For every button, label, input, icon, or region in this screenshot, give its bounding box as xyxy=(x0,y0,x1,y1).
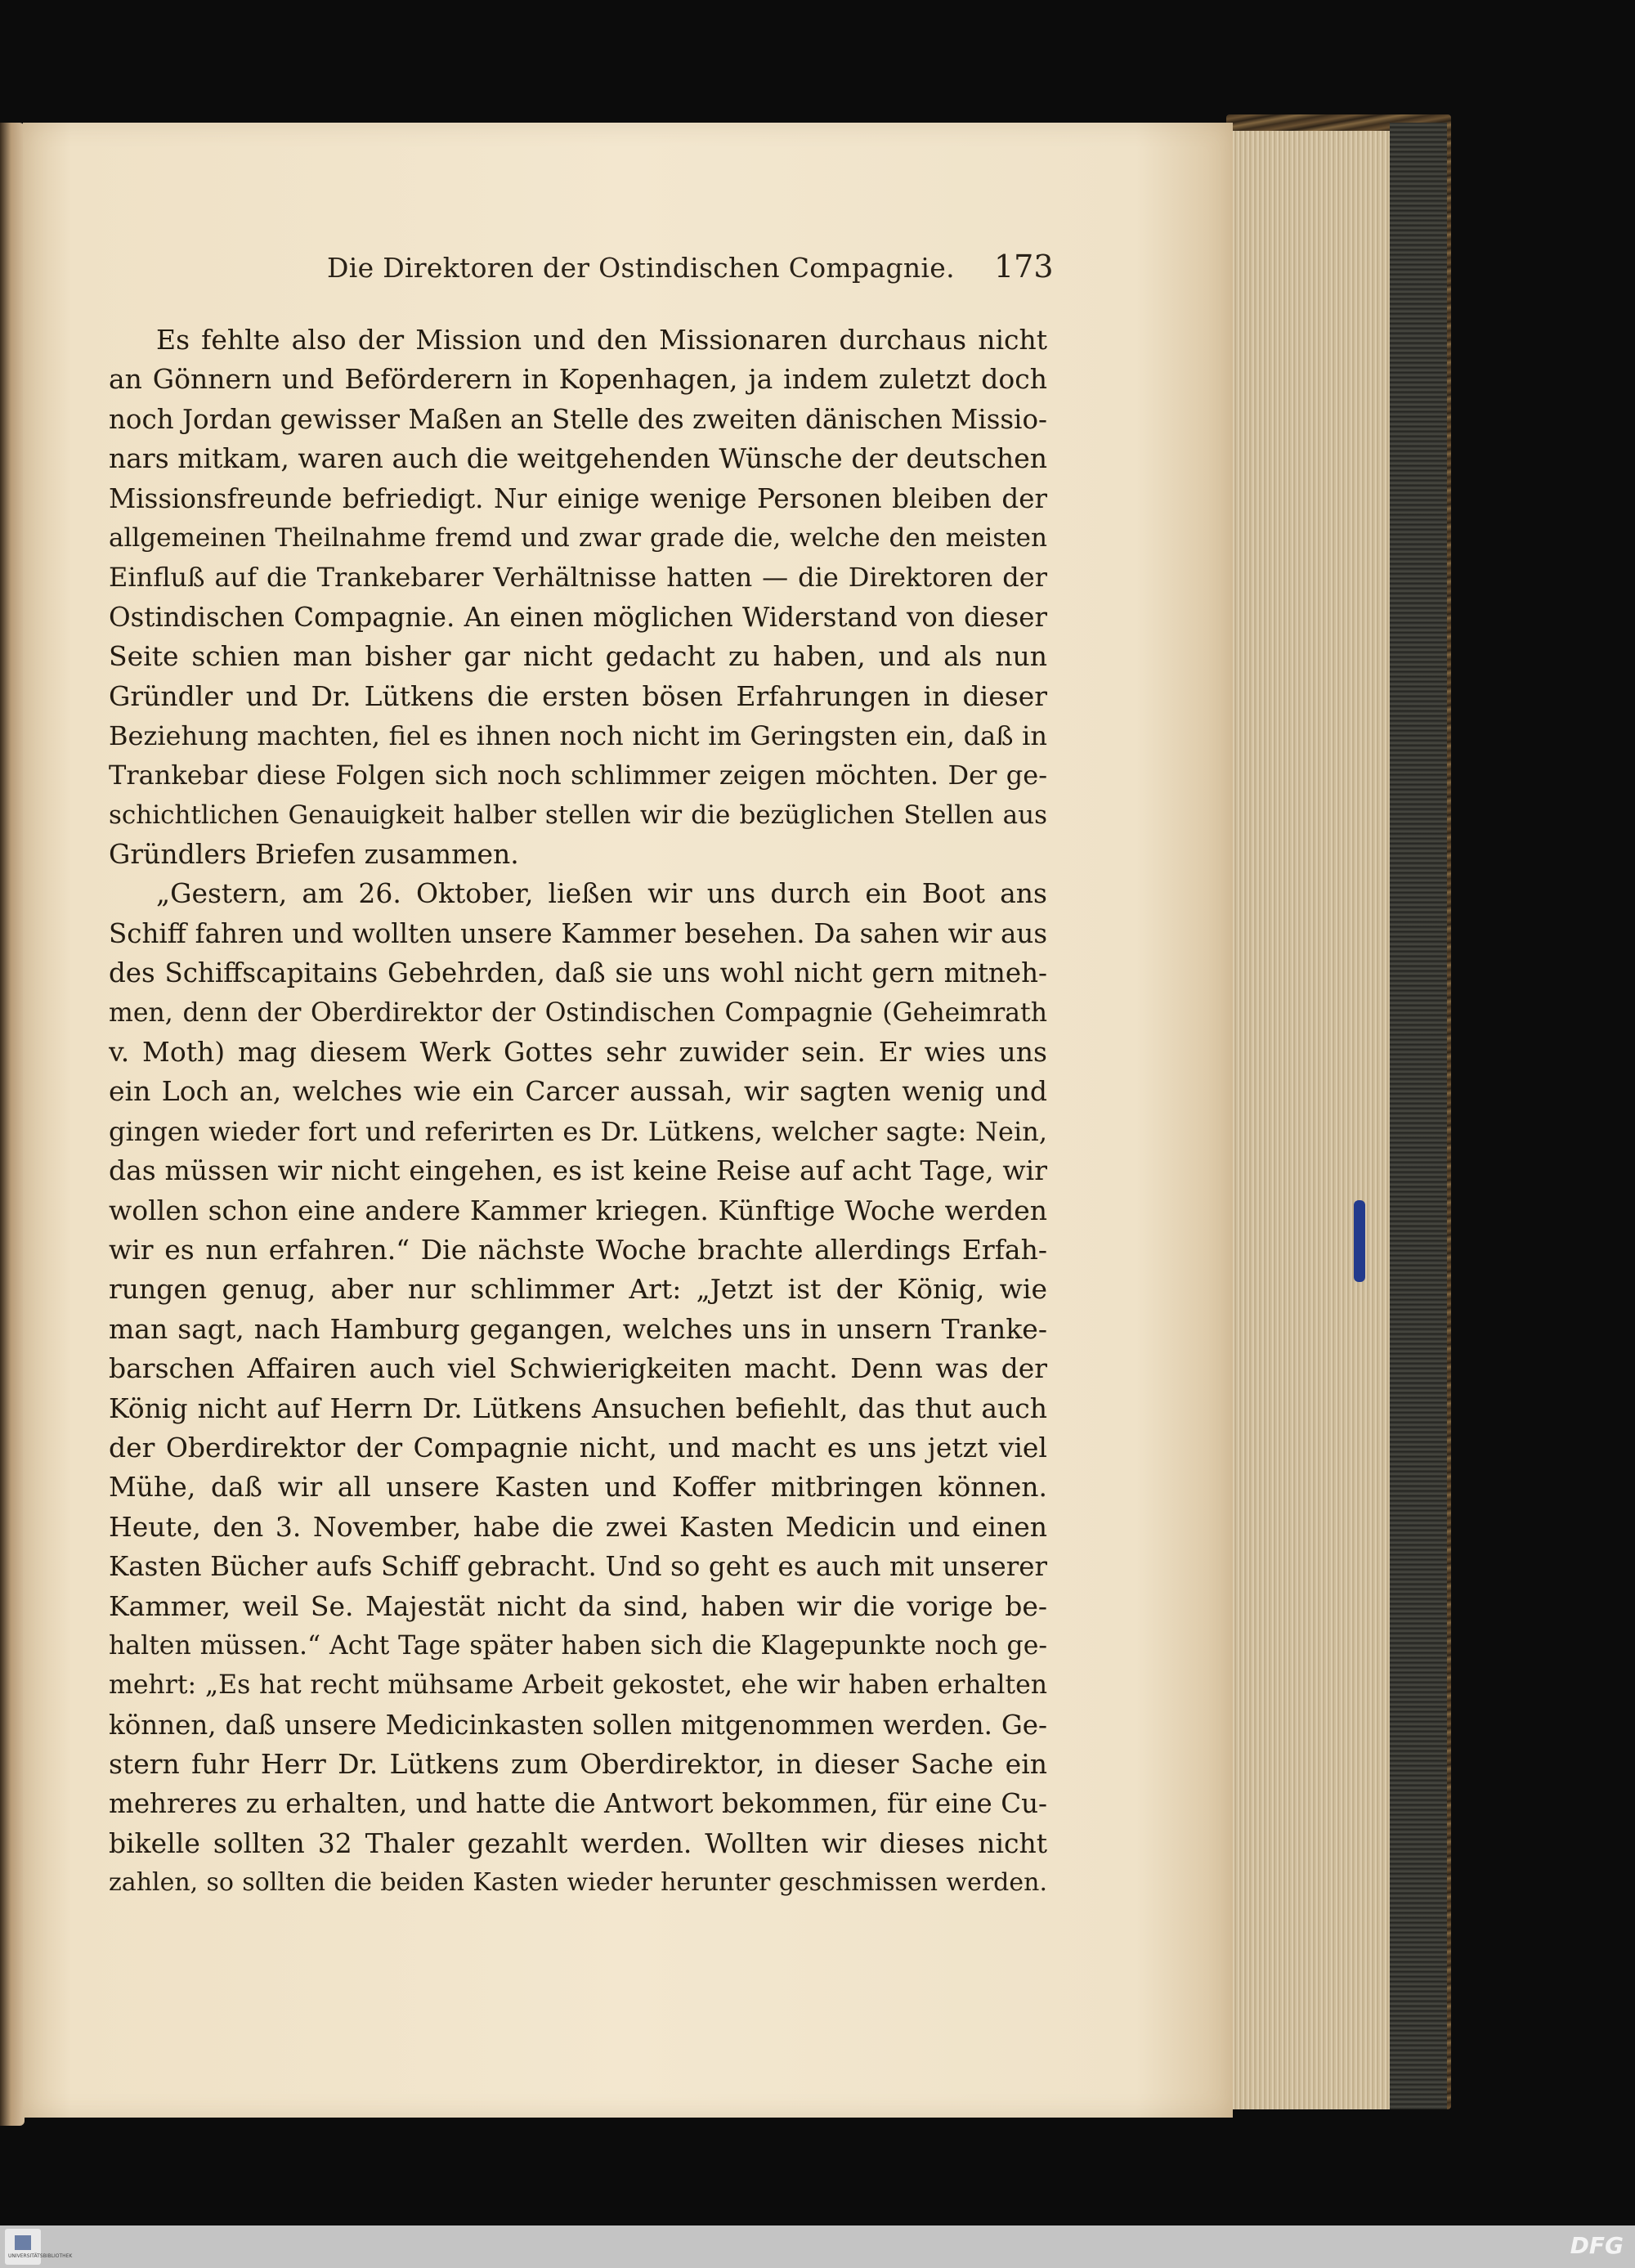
text-line: können, daß unsere Medicinkasten sollen mitgenommen werden. Ge- xyxy=(109,1709,1047,1741)
text-line: ein Loch an, welches wie ein Carcer aussah, wir sagten wenig und xyxy=(109,1075,1047,1108)
text-line: Gründler und Dr. Lütkens die ersten bösen Erfahrungen in dieser xyxy=(109,679,1047,712)
previous-page-edge xyxy=(0,123,25,2126)
library-logo-icon xyxy=(15,2235,31,2250)
text-line: der Oberdirektor der Compagnie nicht, und macht es uns jetzt viel xyxy=(109,1431,1047,1463)
text-line: man sagt, nach Hamburg gegangen, welches uns in unsern Tranke- xyxy=(109,1312,1047,1345)
text-line: Mühe, daß wir all unsere Kasten und Koffer mitbringen können. xyxy=(109,1471,1047,1504)
bookmark-tab xyxy=(1354,1200,1365,1282)
text-line: men, denn der Oberdirektor der Ostindischen Compagnie (Geheimrath xyxy=(109,997,1047,1028)
dfg-logo[interactable]: DFG xyxy=(1570,2232,1624,2259)
text-line: zahlen, so sollten die beiden Kasten wieder herunter geschmissen werden. xyxy=(109,1868,1047,1898)
text-line: das müssen wir nicht eingehen, es ist keine Reise auf acht Tage, wir xyxy=(109,1154,1047,1187)
text-line: Gründlers Briefen zusammen. xyxy=(109,838,519,871)
text-line: mehreres zu erhalten, und hatte die Antwort bekommen, für eine Cu- xyxy=(109,1788,1047,1820)
text-line: gingen wieder fort und referirten es Dr. Lütkens, welcher sagte: Nein, xyxy=(109,1115,1047,1147)
text-line: v. Moth) mag diesem Werk Gottes sehr zuwider sein. Er wies uns xyxy=(109,1036,1047,1069)
text-line: barschen Affairen auch viel Schwierigkeiten macht. Denn was der xyxy=(109,1352,1047,1385)
text-line: Einfluß auf die Trankebarer Verhältnisse hatten — die Direktoren der xyxy=(109,562,1047,594)
page-number: 173 xyxy=(994,249,1054,285)
text-line: Kammer, weil Se. Majestät nicht da sind, haben wir die vorige be- xyxy=(109,1589,1047,1622)
text-line: rungen genug, aber nur schlimmer Art: „Jetzt ist der König, wie xyxy=(109,1273,1047,1306)
text-line: Ostindischen Compagnie. An einen möglichen Widerstand von dieser xyxy=(109,601,1047,633)
text-line: an Gönnern und Beförderern in Kopenhagen, ja indem zuletzt doch xyxy=(109,363,1047,396)
text-line: König nicht auf Herrn Dr. Lütkens Ansuchen befiehlt, das thut auch xyxy=(109,1392,1047,1424)
text-line: Beziehung machten, fiel es ihnen noch nicht im Geringsten ein, daß in xyxy=(109,719,1047,751)
page-edges xyxy=(1222,131,1406,2109)
text-line: des Schiffscapitains Gebehrden, daß sie uns wohl nicht gern mitneh- xyxy=(109,957,1047,989)
text-line: halten müssen.“ Acht Tage später haben sich die Klagepunkte noch ge- xyxy=(109,1630,1047,1661)
running-head: Die Direktoren der Ostindischen Compagnie. xyxy=(327,252,955,284)
text-line: mehrt: „Es hat recht mühsame Arbeit gekostet, ehe wir haben erhalten xyxy=(109,1670,1047,1701)
text-line: wir es nun erfahren.“ Die nächste Woche brachte allerdings Erfah- xyxy=(109,1233,1047,1266)
text-line: Es fehlte also der Mission und den Missionaren durchaus nicht xyxy=(156,324,1047,356)
library-logo-text: UNIVERSITÄTSBIBLIOTHEK xyxy=(8,2253,73,2259)
text-line: Heute, den 3. November, habe die zwei Kasten Medicin und einen xyxy=(109,1510,1047,1543)
text-line: Seite schien man bisher gar nicht gedacht zu haben, und als nun xyxy=(109,640,1047,673)
text-line: wollen schon eine andere Kammer kriegen. Künftige Woche werden xyxy=(109,1194,1047,1226)
viewer-footer-bar xyxy=(0,2225,1635,2268)
text-line: Kasten Bücher aufs Schiff gebracht. Und so geht es auch mit unserer xyxy=(109,1551,1047,1583)
text-line: nars mitkam, waren auch die weitgehenden Wünsche der deutschen xyxy=(109,442,1047,475)
text-line: Missionsfreunde befriedigt. Nur einige wenige Personen bleiben der xyxy=(109,482,1047,514)
text-line: allgemeinen Theilnahme fremd und zwar grade die, welche den meisten xyxy=(109,522,1047,553)
text-line: Schiff fahren und wollten unsere Kammer besehen. Da sahen wir aus xyxy=(109,917,1047,949)
text-line: noch Jordan gewisser Maßen an Stelle des zweiten dänischen Missio- xyxy=(109,403,1047,435)
text-line: bikelle sollten 32 Thaler gezahlt werden. Wollten wir dieses nicht xyxy=(109,1827,1047,1859)
text-line: Trankebar diese Folgen sich noch schlimmer zeigen möchten. Der ge- xyxy=(109,760,1047,791)
body-text xyxy=(109,320,1047,1903)
cover-spine-strip xyxy=(1390,123,1447,2109)
text-line: stern fuhr Herr Dr. Lütkens zum Oberdirektor, in dieser Sache ein xyxy=(109,1748,1047,1781)
text-line: „Gestern, am 26. Oktober, ließen wir uns durch ein Boot ans xyxy=(156,877,1047,910)
library-logo[interactable] xyxy=(5,2229,73,2265)
text-line: schichtlichen Genauigkeit halber stellen wir die bezüglichen Stellen aus xyxy=(109,800,1047,830)
